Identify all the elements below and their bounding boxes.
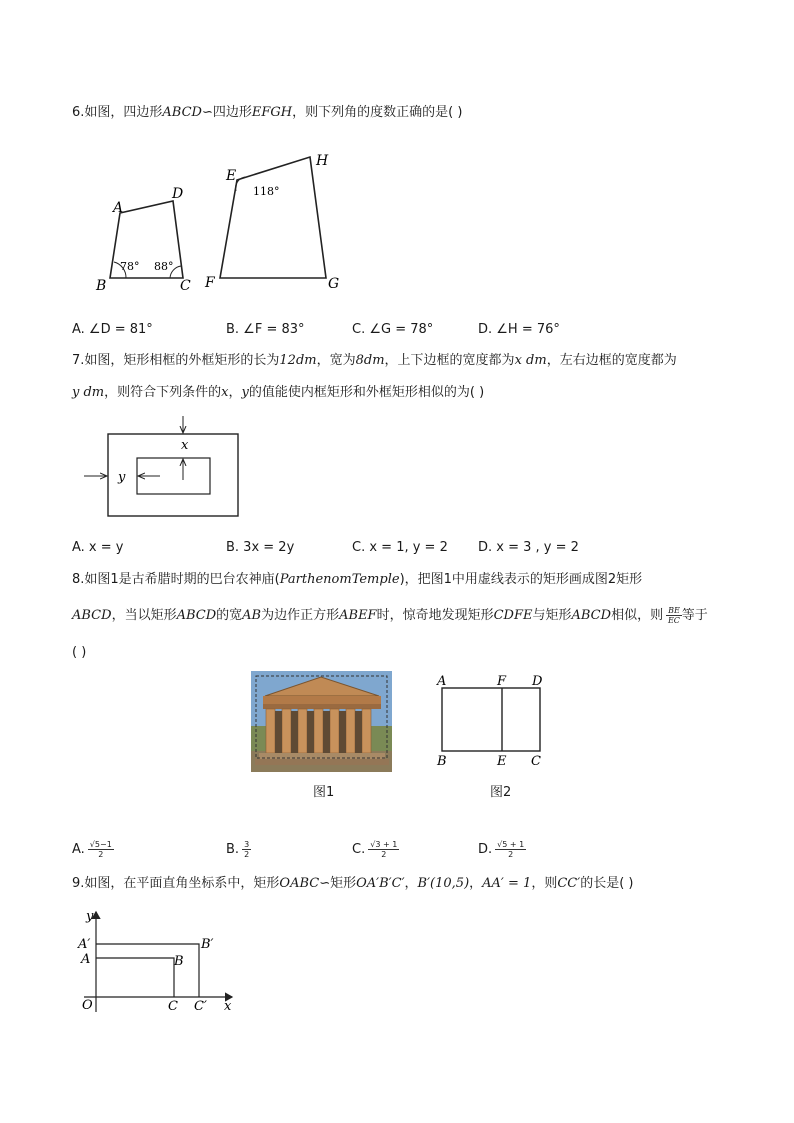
- q9-label-b: B: [174, 954, 184, 969]
- q7-label-y: y: [118, 470, 126, 485]
- q6-label-a: A: [113, 200, 124, 216]
- q8-label-b: B: [437, 754, 447, 769]
- q7-option-b[interactable]: B. 3x = 2y: [226, 540, 295, 555]
- q8-caption-fig2: 图2: [490, 785, 512, 800]
- q7-option-a[interactable]: A. x = y: [72, 540, 124, 555]
- q8-stem-line3: ( ): [72, 645, 87, 660]
- q9-label-o: O: [82, 998, 93, 1013]
- q6-stem: 6.如图，四边形ABCD∽四边形EFGH，则下列角的度数正确的是( ): [72, 105, 463, 120]
- q7-option-c[interactable]: C. x = 1, y = 2: [352, 540, 448, 555]
- q6-option-c[interactable]: C. ∠G = 78°: [352, 322, 434, 337]
- q6-label-d: D: [172, 186, 184, 202]
- q6-angle-b: 78°: [120, 260, 140, 273]
- q8-caption-fig1: 图1: [313, 785, 335, 800]
- q9-label-b1: B′: [201, 937, 214, 952]
- parthenon-temple-image: [251, 671, 392, 772]
- q9-label-c1: C′: [194, 999, 207, 1014]
- q6-option-d[interactable]: D. ∠H = 76°: [478, 322, 560, 337]
- q9-label-c: C: [168, 999, 178, 1014]
- q7-stem-line1: 7.如图，矩形相框的外框矩形的长为12dm，宽为8dm，上下边框的宽度都为x dm，左右边框的宽度都为: [72, 353, 677, 368]
- q6-label-g: G: [328, 276, 340, 292]
- q9-axis-x: x: [224, 999, 232, 1014]
- q6-label-b: B: [96, 278, 107, 294]
- q6-option-a[interactable]: A. ∠D = 81°: [72, 322, 153, 337]
- q6-label-h: H: [316, 153, 329, 169]
- q6-angle-e: 118°: [253, 185, 280, 198]
- q6-label-e: E: [226, 168, 237, 184]
- q7-option-d[interactable]: D. x = 3 , y = 2: [478, 540, 579, 555]
- q8-label-f: F: [497, 674, 507, 689]
- q8-option-d[interactable]: D. $\frac{√5 + 1}{2}$: [478, 840, 525, 859]
- q8-option-b[interactable]: B. $\frac{3}{2}$: [226, 840, 250, 859]
- q7-label-x: x: [181, 438, 189, 453]
- q8-label-e: E: [497, 754, 507, 769]
- q6-label-c: C: [180, 278, 191, 294]
- q7-stem-line2: y dm，则符合下列条件的x，y的值能使内框矩形和外框矩形相似的为( ): [72, 385, 485, 400]
- q8-ratio-fraction: $\frac{BE}{EC}$: [667, 606, 680, 625]
- q8-stem-line1: 8.如图1是古希腊时期的巴台农神庙(ParthenomTemple)，把图1中用虚线表示的矩形画成图2矩形: [72, 572, 643, 587]
- q6-label-f: F: [205, 275, 215, 291]
- q8-option-a[interactable]: A. $\frac{√5-1}{2}$: [72, 840, 112, 859]
- q8-stem-line2: ABCD，当以矩形ABCD的宽AB为边作正方形ABEF时，惊奇地发现矩形CDFE与矩形ABCD相似，则 $\frac{BE}{EC}$ 等于: [72, 606, 708, 625]
- q9-axis-y: y: [86, 909, 94, 924]
- q8-label-a: A: [437, 674, 447, 689]
- q8-option-c[interactable]: C. $\frac{√3 + 1}{2}$: [352, 840, 398, 859]
- q6-angle-c: 88°: [154, 260, 174, 273]
- q9-label-a: A: [81, 952, 91, 967]
- q9-stem: 9.如图，在平面直角坐标系中，矩形OABC∽矩形OA′B′C′，B′(10,5)，AA′ = 1，则CC′的长是( ): [72, 876, 634, 891]
- q8-label-c: C: [531, 754, 541, 769]
- q9-label-a1: A′: [78, 937, 91, 952]
- q6-option-b[interactable]: B. ∠F = 83°: [226, 322, 305, 337]
- q8-label-d: D: [532, 674, 543, 689]
